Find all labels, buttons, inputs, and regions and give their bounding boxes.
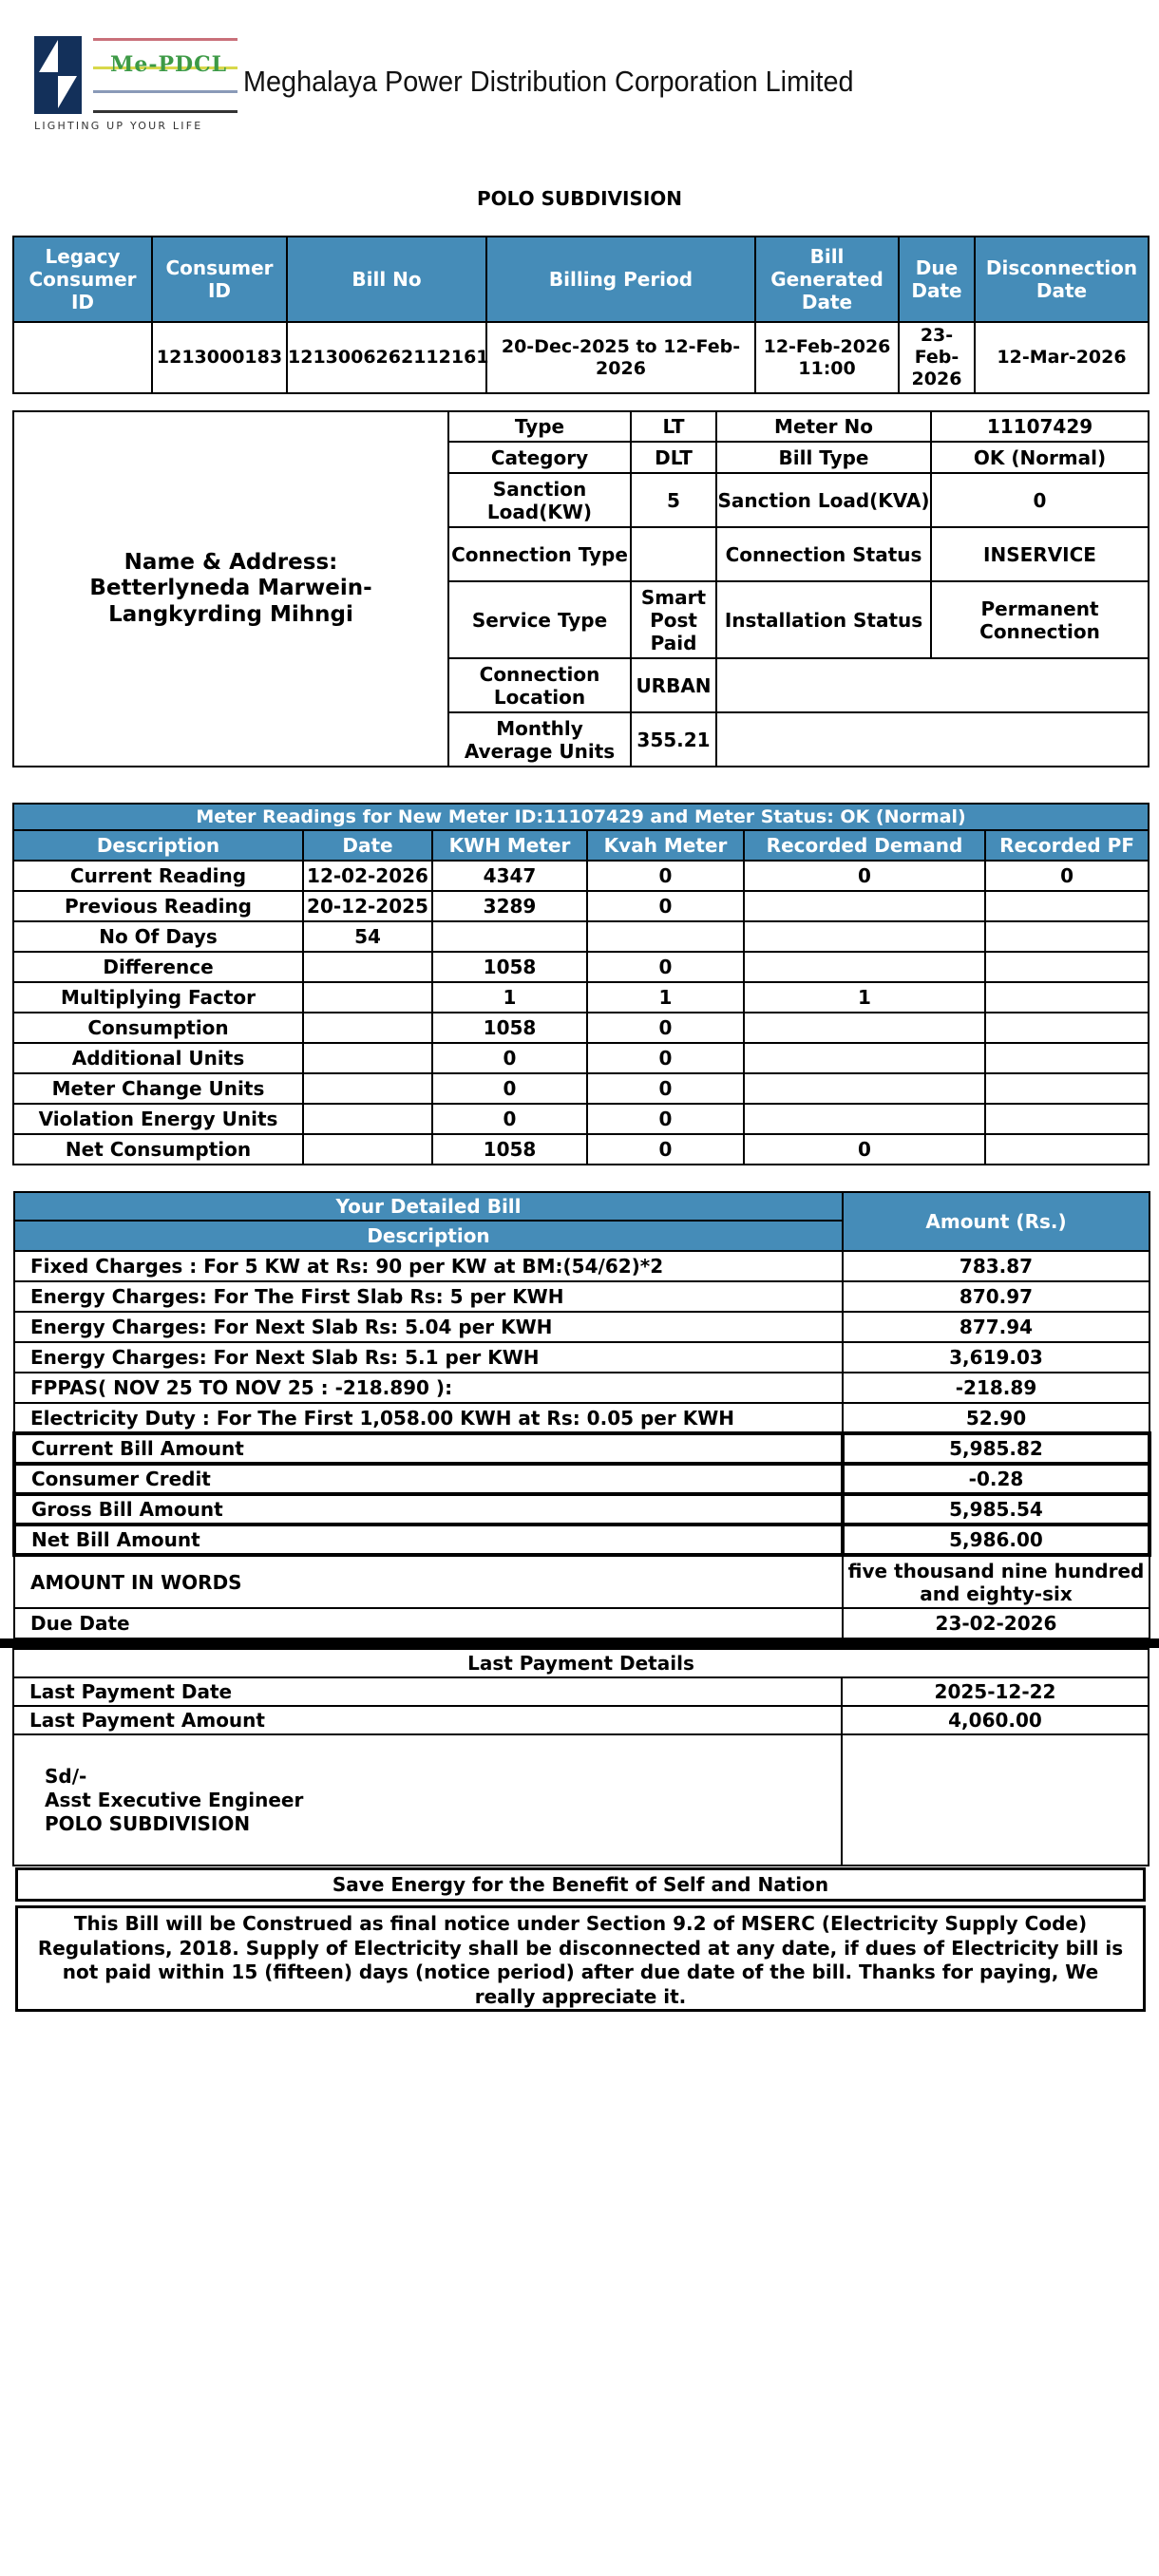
cell bbox=[985, 1073, 1149, 1104]
table-row bbox=[13, 1706, 1149, 1734]
line-description: Energy Charges: For Next Slab Rs: 5.04 per KWH bbox=[14, 1312, 843, 1342]
cell bbox=[303, 1043, 432, 1073]
signature-designation: Asst Executive Engineer bbox=[45, 1788, 304, 1811]
cell: 0 bbox=[587, 952, 744, 982]
current-bill-amount-row bbox=[14, 1433, 1150, 1464]
cell: Multiplying Factor bbox=[13, 982, 303, 1013]
sanction-kva-value: 0 bbox=[931, 473, 1149, 527]
last-payment-title: Last Payment Details bbox=[13, 1649, 1149, 1677]
table-row bbox=[13, 1134, 1149, 1165]
cell bbox=[985, 921, 1149, 952]
cell bbox=[303, 952, 432, 982]
consumer-credit-row bbox=[14, 1464, 1150, 1494]
sanction-kw-label: Sanction Load(KW) bbox=[448, 473, 631, 527]
cell bbox=[744, 921, 985, 952]
amount-in-words-label: AMOUNT IN WORDS bbox=[14, 1555, 843, 1608]
bill-line-item bbox=[14, 1342, 1150, 1373]
table-row bbox=[13, 1013, 1149, 1043]
last-payment-amount-value: 4,060.00 bbox=[842, 1706, 1149, 1734]
last-payment-amount-label: Last Payment Amount bbox=[13, 1706, 842, 1734]
cell bbox=[985, 982, 1149, 1013]
bill-line-item bbox=[14, 1251, 1150, 1281]
disconnection-notice: This Bill will be Construed as final notice under Section 9.2 of MSERC (Electricity Supply Code) Regulations, 2018. Supply of Electricity shall be disconnected at any date, if dues of Electricity bill is not paid within 15 (fifteen) days (notice period) after due date of the bill. Thanks for paying, We really appreciate it. bbox=[15, 1905, 1146, 2012]
cell: 0 bbox=[744, 1134, 985, 1165]
due-date-row bbox=[14, 1608, 1150, 1638]
meter-no-value: 11107429 bbox=[931, 411, 1149, 442]
cell bbox=[744, 1013, 985, 1043]
cell bbox=[303, 1073, 432, 1104]
category-label: Category bbox=[448, 442, 631, 473]
section-divider bbox=[0, 1638, 1159, 1648]
cell bbox=[744, 1073, 985, 1104]
column-header: Date bbox=[303, 830, 432, 861]
cell bbox=[985, 952, 1149, 982]
connection-type-value bbox=[631, 527, 716, 581]
name-address: Name & Address: Betterlyneda Marwein-Langkyrding Mihngi bbox=[13, 411, 448, 767]
total-value: 5,985.82 bbox=[843, 1433, 1150, 1464]
detailed-bill-title: Your Detailed Bill bbox=[14, 1192, 843, 1221]
cell: 1 bbox=[587, 982, 744, 1013]
cell: 0 bbox=[432, 1104, 587, 1134]
connection-status-label: Connection Status bbox=[716, 527, 931, 581]
line-description: Energy Charges: For The First Slab Rs: 5 per KWH bbox=[14, 1281, 843, 1312]
table-row bbox=[13, 1073, 1149, 1104]
logo-text: Me-PDCL bbox=[110, 52, 228, 77]
sanction-kw-value: 5 bbox=[631, 473, 716, 527]
line-description: Fixed Charges : For 5 KW at Rs: 90 per KW at BM:(54/62)*2 bbox=[14, 1251, 843, 1281]
connection-location-value: URBAN bbox=[631, 658, 716, 712]
header-consumer-id: Consumer ID bbox=[152, 237, 287, 322]
cell bbox=[985, 891, 1149, 921]
column-header: KWH Meter bbox=[432, 830, 587, 861]
cell: 0 bbox=[587, 1134, 744, 1165]
cell: 0 bbox=[587, 1043, 744, 1073]
column-header: Kvah Meter bbox=[587, 830, 744, 861]
consumer-details-table bbox=[12, 410, 1150, 767]
cell: 1058 bbox=[432, 1134, 587, 1165]
cell bbox=[744, 1104, 985, 1134]
cell: 1 bbox=[432, 982, 587, 1013]
mepdcl-logo bbox=[34, 36, 239, 136]
connection-location-label: Connection Location bbox=[448, 658, 631, 712]
header-due-date: Due Date bbox=[899, 237, 975, 322]
cell: 0 bbox=[744, 861, 985, 891]
bill-type-label: Bill Type bbox=[716, 442, 931, 473]
cell: 0 bbox=[587, 891, 744, 921]
amount-in-words-row bbox=[14, 1555, 1150, 1608]
subdivision-title: POLO SUBDIVISION bbox=[476, 187, 683, 210]
total-value: -0.28 bbox=[843, 1464, 1150, 1494]
connection-status-value: INSERVICE bbox=[931, 527, 1149, 581]
bill-no: 1213006262112161 bbox=[287, 322, 486, 393]
cell bbox=[744, 952, 985, 982]
cell bbox=[985, 1043, 1149, 1073]
cell: Meter Change Units bbox=[13, 1073, 303, 1104]
cell: Difference bbox=[13, 952, 303, 982]
detailed-bill-table bbox=[12, 1191, 1151, 1639]
logo-tagline: LIGHTING UP YOUR LIFE bbox=[34, 120, 203, 132]
monthly-average-value: 355.21 bbox=[631, 712, 716, 767]
bill-line-item bbox=[14, 1373, 1150, 1403]
table-row bbox=[13, 891, 1149, 921]
due-date-value: 23-02-2026 bbox=[843, 1608, 1150, 1638]
meter-readings-table bbox=[12, 803, 1150, 1165]
table-row bbox=[13, 861, 1149, 891]
cell: No Of Days bbox=[13, 921, 303, 952]
cell bbox=[985, 1134, 1149, 1165]
line-amount: -218.89 bbox=[843, 1373, 1150, 1403]
last-payment-date-label: Last Payment Date bbox=[13, 1677, 842, 1706]
save-energy-slogan: Save Energy for the Benefit of Self and Nation bbox=[15, 1867, 1146, 1902]
column-header: Recorded Demand bbox=[744, 830, 985, 861]
cell: 0 bbox=[432, 1043, 587, 1073]
total-label: Gross Bill Amount bbox=[14, 1494, 843, 1525]
table-row bbox=[13, 1104, 1149, 1134]
disconnection-date: 12-Mar-2026 bbox=[975, 322, 1149, 393]
table-row bbox=[13, 952, 1149, 982]
description-header: Description bbox=[14, 1221, 843, 1251]
table-row bbox=[13, 921, 1149, 952]
cell: Violation Energy Units bbox=[13, 1104, 303, 1134]
total-value: 5,986.00 bbox=[843, 1525, 1150, 1555]
installation-status-label: Installation Status bbox=[716, 581, 931, 658]
cell bbox=[744, 891, 985, 921]
legacy-consumer-id bbox=[13, 322, 152, 393]
signature-sd: Sd/- bbox=[45, 1764, 87, 1788]
total-label: Net Bill Amount bbox=[14, 1525, 843, 1555]
consumer-id: 1213000183 bbox=[152, 322, 287, 393]
sanction-kva-label: Sanction Load(KVA) bbox=[716, 473, 931, 527]
header-billing-period: Billing Period bbox=[486, 237, 755, 322]
cell bbox=[744, 1043, 985, 1073]
category-value: DLT bbox=[631, 442, 716, 473]
line-description: Electricity Duty : For The First 1,058.00 KWH at Rs: 0.05 per KWH bbox=[14, 1403, 843, 1433]
total-value: 5,985.54 bbox=[843, 1494, 1150, 1525]
amount-in-words-value: five thousand nine hundred and eighty-six bbox=[843, 1555, 1150, 1608]
cell bbox=[587, 921, 744, 952]
signature-office: POLO SUBDIVISION bbox=[45, 1811, 251, 1835]
cell: 0 bbox=[432, 1073, 587, 1104]
cell: Consumption bbox=[13, 1013, 303, 1043]
cell: 54 bbox=[303, 921, 432, 952]
service-type-value: Smart Post Paid bbox=[631, 581, 716, 658]
lightning-logo-icon bbox=[34, 36, 82, 114]
cell: 0 bbox=[587, 1073, 744, 1104]
empty-cell bbox=[842, 1734, 1149, 1866]
cell: 3289 bbox=[432, 891, 587, 921]
monthly-average-label: Monthly Average Units bbox=[448, 712, 631, 767]
cell: 0 bbox=[587, 861, 744, 891]
cell: Additional Units bbox=[13, 1043, 303, 1073]
cell bbox=[432, 921, 587, 952]
cell bbox=[303, 1134, 432, 1165]
cell: 1 bbox=[744, 982, 985, 1013]
amount-header: Amount (Rs.) bbox=[843, 1192, 1150, 1251]
connection-type-label: Connection Type bbox=[448, 527, 631, 581]
due-date: 23-Feb-2026 bbox=[899, 322, 975, 393]
table-header-row bbox=[13, 237, 1149, 322]
table-row bbox=[13, 982, 1149, 1013]
table-row bbox=[13, 1677, 1149, 1706]
installation-status-value: Permanent Connection bbox=[931, 581, 1149, 658]
logo-stripe bbox=[93, 90, 238, 93]
line-description: FPPAS( NOV 25 TO NOV 25 : -218.890 ): bbox=[14, 1373, 843, 1403]
type-label: Type bbox=[448, 411, 631, 442]
logo-stripe bbox=[93, 110, 238, 113]
header-bill-generated-date: Bill Generated Date bbox=[755, 237, 899, 322]
line-amount: 877.94 bbox=[843, 1312, 1150, 1342]
line-amount: 870.97 bbox=[843, 1281, 1150, 1312]
cell: 20-12-2025 bbox=[303, 891, 432, 921]
cell: 0 bbox=[587, 1104, 744, 1134]
due-date-label: Due Date bbox=[14, 1608, 843, 1638]
bill-type-value: OK (Normal) bbox=[931, 442, 1149, 473]
logo-stripe bbox=[93, 38, 238, 41]
signature-block bbox=[13, 1734, 842, 1866]
empty-cell bbox=[716, 712, 1149, 767]
cell bbox=[303, 1104, 432, 1134]
cell: 1058 bbox=[432, 952, 587, 982]
bill-line-item bbox=[14, 1403, 1150, 1433]
cell: Previous Reading bbox=[13, 891, 303, 921]
cell bbox=[985, 1013, 1149, 1043]
type-value: LT bbox=[631, 411, 716, 442]
column-header: Recorded PF bbox=[985, 830, 1149, 861]
net-bill-amount-row bbox=[14, 1525, 1150, 1555]
total-label: Current Bill Amount bbox=[14, 1433, 843, 1464]
cell: Current Reading bbox=[13, 861, 303, 891]
empty-cell bbox=[716, 658, 1149, 712]
bill-line-item bbox=[14, 1281, 1150, 1312]
cell: 0 bbox=[587, 1013, 744, 1043]
cell: 4347 bbox=[432, 861, 587, 891]
cell: 1058 bbox=[432, 1013, 587, 1043]
header-legacy-consumer-id: Legacy Consumer ID bbox=[13, 237, 152, 322]
billing-period: 20-Dec-2025 to 12-Feb-2026 bbox=[486, 322, 755, 393]
total-label: Consumer Credit bbox=[14, 1464, 843, 1494]
bill-summary-table bbox=[12, 236, 1150, 394]
service-type-label: Service Type bbox=[448, 581, 631, 658]
cell bbox=[303, 982, 432, 1013]
header-disconnection-date: Disconnection Date bbox=[975, 237, 1149, 322]
meter-readings-title: Meter Readings for New Meter ID:11107429 and Meter Status: OK (Normal) bbox=[13, 804, 1149, 830]
bill-line-item bbox=[14, 1312, 1150, 1342]
line-amount: 3,619.03 bbox=[843, 1342, 1150, 1373]
bill-generated-date: 12-Feb-2026 11:00 bbox=[755, 322, 899, 393]
column-header: Description bbox=[13, 830, 303, 861]
line-amount: 783.87 bbox=[843, 1251, 1150, 1281]
last-payment-date-value: 2025-12-22 bbox=[842, 1677, 1149, 1706]
line-amount: 52.90 bbox=[843, 1403, 1150, 1433]
table-row bbox=[13, 1043, 1149, 1073]
gross-bill-amount-row bbox=[14, 1494, 1150, 1525]
last-payment-table bbox=[12, 1648, 1150, 1866]
line-description: Energy Charges: For Next Slab Rs: 5.1 per KWH bbox=[14, 1342, 843, 1373]
meter-no-label: Meter No bbox=[716, 411, 931, 442]
header-bill-no: Bill No bbox=[287, 237, 486, 322]
company-name: Meghalaya Power Distribution Corporation Limited bbox=[243, 65, 854, 98]
cell: 0 bbox=[985, 861, 1149, 891]
cell: 12-02-2026 bbox=[303, 861, 432, 891]
table-row bbox=[13, 322, 1149, 393]
cell bbox=[303, 1013, 432, 1043]
bill-header bbox=[0, 0, 1159, 161]
table-header-row bbox=[13, 830, 1149, 861]
cell bbox=[985, 1104, 1149, 1134]
cell: Net Consumption bbox=[13, 1134, 303, 1165]
